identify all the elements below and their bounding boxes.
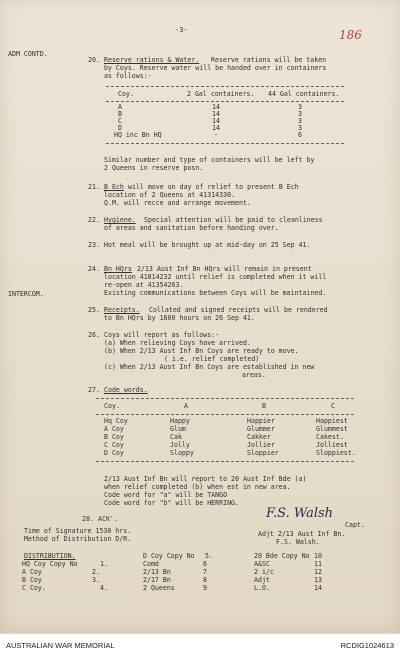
archive-source-label: AUSTRALIAN WAR MEMORIAL — [6, 641, 115, 650]
para-27-heading: Code words. — [104, 386, 148, 394]
signature-title: Adjt 2/13 Aust Inf Bn. — [258, 530, 346, 538]
margin-label-adm-contd: ADM CONTD. — [8, 50, 48, 58]
code-table-cell: Sloppy — [170, 449, 194, 457]
para-20-line-1: Reserve rations will be taken — [211, 56, 327, 64]
water-table-cell: 14 — [212, 110, 220, 118]
distribution-copy-number: 7 — [203, 568, 207, 576]
distribution-entry: B Coy — [22, 576, 42, 584]
table-rule-mid — [96, 414, 354, 415]
water-table-cell: 3 — [298, 110, 302, 118]
distribution-entry: Adjt — [254, 576, 270, 584]
para-20-after-2: 2 Queens in reserve posn. — [104, 164, 204, 172]
para-25-heading: Receipts. — [104, 306, 140, 314]
para-20-heading: Reserve rations & Water. — [104, 56, 200, 64]
water-table-cell: 6 — [298, 131, 302, 139]
para-27-number: 27. — [88, 386, 100, 394]
distribution-copy-number: 9 — [203, 584, 207, 592]
code-table-cell: Sloppiest. — [316, 449, 356, 457]
water-table-cell: 3 — [298, 103, 302, 111]
signature-rank: Capt. — [345, 521, 365, 529]
code-table-header: A — [184, 402, 188, 410]
distribution-copy-number: 2. — [92, 568, 100, 576]
para-26-item-b: (b) When 2/13 Aust Inf Bn Coys are ready to move. — [104, 347, 299, 355]
method-of-distribution: Method of Distribution D/R. — [24, 535, 132, 543]
para-25-line-2: to Bn HQrs by 1600 hours on 26 Sep 41. — [104, 314, 255, 322]
distribution-copy-number: 6 — [203, 560, 207, 568]
code-table-header: Coy. — [104, 402, 120, 410]
para-24-line-1: 2/13 Aust Inf Bn HQrs will remain in present — [137, 265, 312, 273]
para-28-text: ACK'. — [98, 515, 118, 523]
distribution-entry: A&SC — [254, 560, 270, 568]
para-26-line-1: Coys will report as follows:- — [104, 331, 220, 339]
time-of-signature: Time of Signature 1530 hrs. — [24, 527, 132, 535]
distribution-copy-number: 3. — [92, 576, 100, 584]
distribution-entry: L.O. — [254, 584, 270, 592]
para-27-after-3: Code word for "a" will be TANGO — [104, 491, 228, 499]
distribution-copy-number: 12 — [314, 568, 322, 576]
code-table-header: C — [331, 402, 335, 410]
water-table-cell: A — [118, 103, 122, 111]
para-27-after-4: Code word for "b" will be HERRING. — [104, 499, 239, 507]
water-table-cell: 3 — [298, 124, 302, 132]
para-24-number: 24. — [88, 265, 100, 273]
para-20-after-1: Similar number and type of containers will be left by — [104, 156, 315, 164]
para-27-after-2: when relief completed (b) when est in new area. — [104, 483, 291, 491]
para-21-heading: B Ech — [104, 183, 124, 191]
para-22-heading: Hygiene. — [104, 216, 136, 224]
handwritten-signature: F.S. Walsh — [266, 506, 334, 521]
distribution-entry: 20 Bde Copy No — [254, 552, 310, 560]
para-25-number: 25. — [88, 306, 100, 314]
para-26-item-c-cont: areas. — [242, 371, 266, 379]
distribution-entry: Comd — [143, 560, 159, 568]
water-table-cell: 3 — [298, 117, 302, 125]
code-table-cell: Jolliest — [316, 441, 348, 449]
para-23-number: 23. — [88, 241, 100, 249]
distribution-copy-number: 14 — [314, 584, 322, 592]
para-21-line-3: Q.M. will recce and arrange movement. — [104, 199, 251, 207]
margin-label-intercom: INTERCOM. — [8, 290, 44, 298]
code-table-header: B — [262, 402, 266, 410]
para-21-line-1: will move on day of relief to present B Ech — [128, 183, 299, 191]
code-table-cell: Happiest — [316, 417, 348, 425]
code-table-cell: Jolly — [170, 441, 190, 449]
water-table-header-2gal: 2 Gal containers. — [187, 90, 255, 98]
para-22-line-1: Special attention will be paid to cleanliness — [144, 216, 323, 224]
para-22-number: 22. — [88, 216, 100, 224]
code-table-cell: Sloppier — [247, 449, 279, 457]
para-26-item-c: (c) When 2/13 Aust Inf Bn Coys are established in new — [104, 363, 315, 371]
code-table-cell: Cakest. — [316, 433, 344, 441]
code-table-cell: Cakker — [247, 433, 271, 441]
water-table-cell: HQ inc Bn HQ — [114, 131, 162, 139]
water-table-cell: - — [214, 131, 218, 139]
distribution-entry: 2/17 Bn — [143, 576, 171, 584]
distribution-copy-number: 1. — [100, 560, 108, 568]
handwritten-reference-number: 186 — [339, 28, 362, 42]
distribution-heading: DISTRIBUTION. — [24, 552, 76, 560]
distribution-copy-number: 4. — [100, 584, 108, 592]
para-24-heading: Bn HQrs — [104, 265, 132, 273]
distribution-entry: C Coy. — [22, 584, 46, 592]
para-20-line-2: by Coys. Reserve water will be handed over in containers — [104, 64, 327, 72]
code-table-cell: Jollier — [247, 441, 275, 449]
distribution-entry: D Coy Copy No — [143, 552, 195, 560]
water-table-cell: B — [118, 110, 122, 118]
water-table-header-coy: Coy. — [118, 90, 134, 98]
para-21-line-2: location of 2 Queens at 41314330. — [104, 191, 236, 199]
water-table-header-44gal: 44 Gal containers. — [268, 90, 340, 98]
code-table-cell: Happier — [247, 417, 275, 425]
table-rule-top — [106, 86, 344, 87]
water-table-cell: 14 — [212, 124, 220, 132]
distribution-entry: 2 Queens — [143, 584, 175, 592]
para-20-line-3: as follows:- — [104, 72, 152, 80]
distribution-entry: A Coy — [22, 568, 42, 576]
code-table-cell: Glummest — [316, 425, 348, 433]
distribution-copy-number: 11 — [314, 560, 322, 568]
para-23-line-1: Hot meal will be brought up at mid-day on 25 Sep 41. — [104, 241, 311, 249]
archive-footer — [0, 633, 400, 655]
para-27-after-1: 2/13 Aust Inf Bn will report to 20 Aust Inf Bde (a) — [104, 475, 307, 483]
table-rule-bottom — [106, 143, 344, 144]
code-table-cell: B Coy — [104, 433, 124, 441]
code-table-cell: Glummer — [247, 425, 275, 433]
para-26-item-a: (a) When relieving Coys have arrived. — [104, 339, 251, 347]
para-24-line-3: re-open at 41354263. — [104, 281, 184, 289]
code-table-cell: Glum — [170, 425, 186, 433]
code-table-cell: A Coy — [104, 425, 124, 433]
para-24-line-2: location 41814232 until relief is completed when it will — [104, 273, 327, 281]
distribution-copy-number: 8 — [203, 576, 207, 584]
code-table-cell: Cak — [170, 433, 182, 441]
signature-name: F.S. Walsh. — [276, 538, 320, 546]
water-table-cell: 14 — [212, 103, 220, 111]
distribution-entry: 2/13 Bn — [143, 568, 171, 576]
water-table-cell: D — [118, 124, 122, 132]
table-rule-top — [96, 398, 354, 399]
code-table-cell: Happy — [170, 417, 190, 425]
distribution-entry: HQ Coy Copy No — [22, 560, 78, 568]
para-28-number: 28. — [82, 515, 94, 523]
distribution-entry: 2 i/c — [254, 568, 274, 576]
para-26-number: 26. — [88, 331, 100, 339]
para-26-item-b-note: ( i.e. relief completed) — [164, 355, 260, 363]
page-number: -3- — [175, 26, 188, 34]
para-22-line-2: of areas and sanitation before handing over. — [104, 224, 279, 232]
archive-record-id: RCDIG1024613 — [340, 641, 394, 650]
code-table-cell: C Coy — [104, 441, 124, 449]
distribution-copy-number: 13 — [314, 576, 322, 584]
code-table-cell: D Coy — [104, 449, 124, 457]
distribution-copy-number: 5. — [205, 552, 213, 560]
para-20-number: 20. — [88, 56, 100, 64]
water-table-cell: 14 — [212, 117, 220, 125]
code-table-cell: Hq Coy — [104, 417, 128, 425]
para-25-line-1: Collated and signed receipts will be rendered — [149, 306, 328, 314]
para-21-number: 21. — [88, 183, 100, 191]
table-rule-bottom — [96, 461, 354, 462]
distribution-copy-number: 10 — [314, 552, 322, 560]
water-table-cell: C — [118, 117, 122, 125]
table-rule-mid — [106, 101, 344, 102]
para-24-line-4: Existing communications between Coys will be maintained. — [104, 289, 327, 297]
